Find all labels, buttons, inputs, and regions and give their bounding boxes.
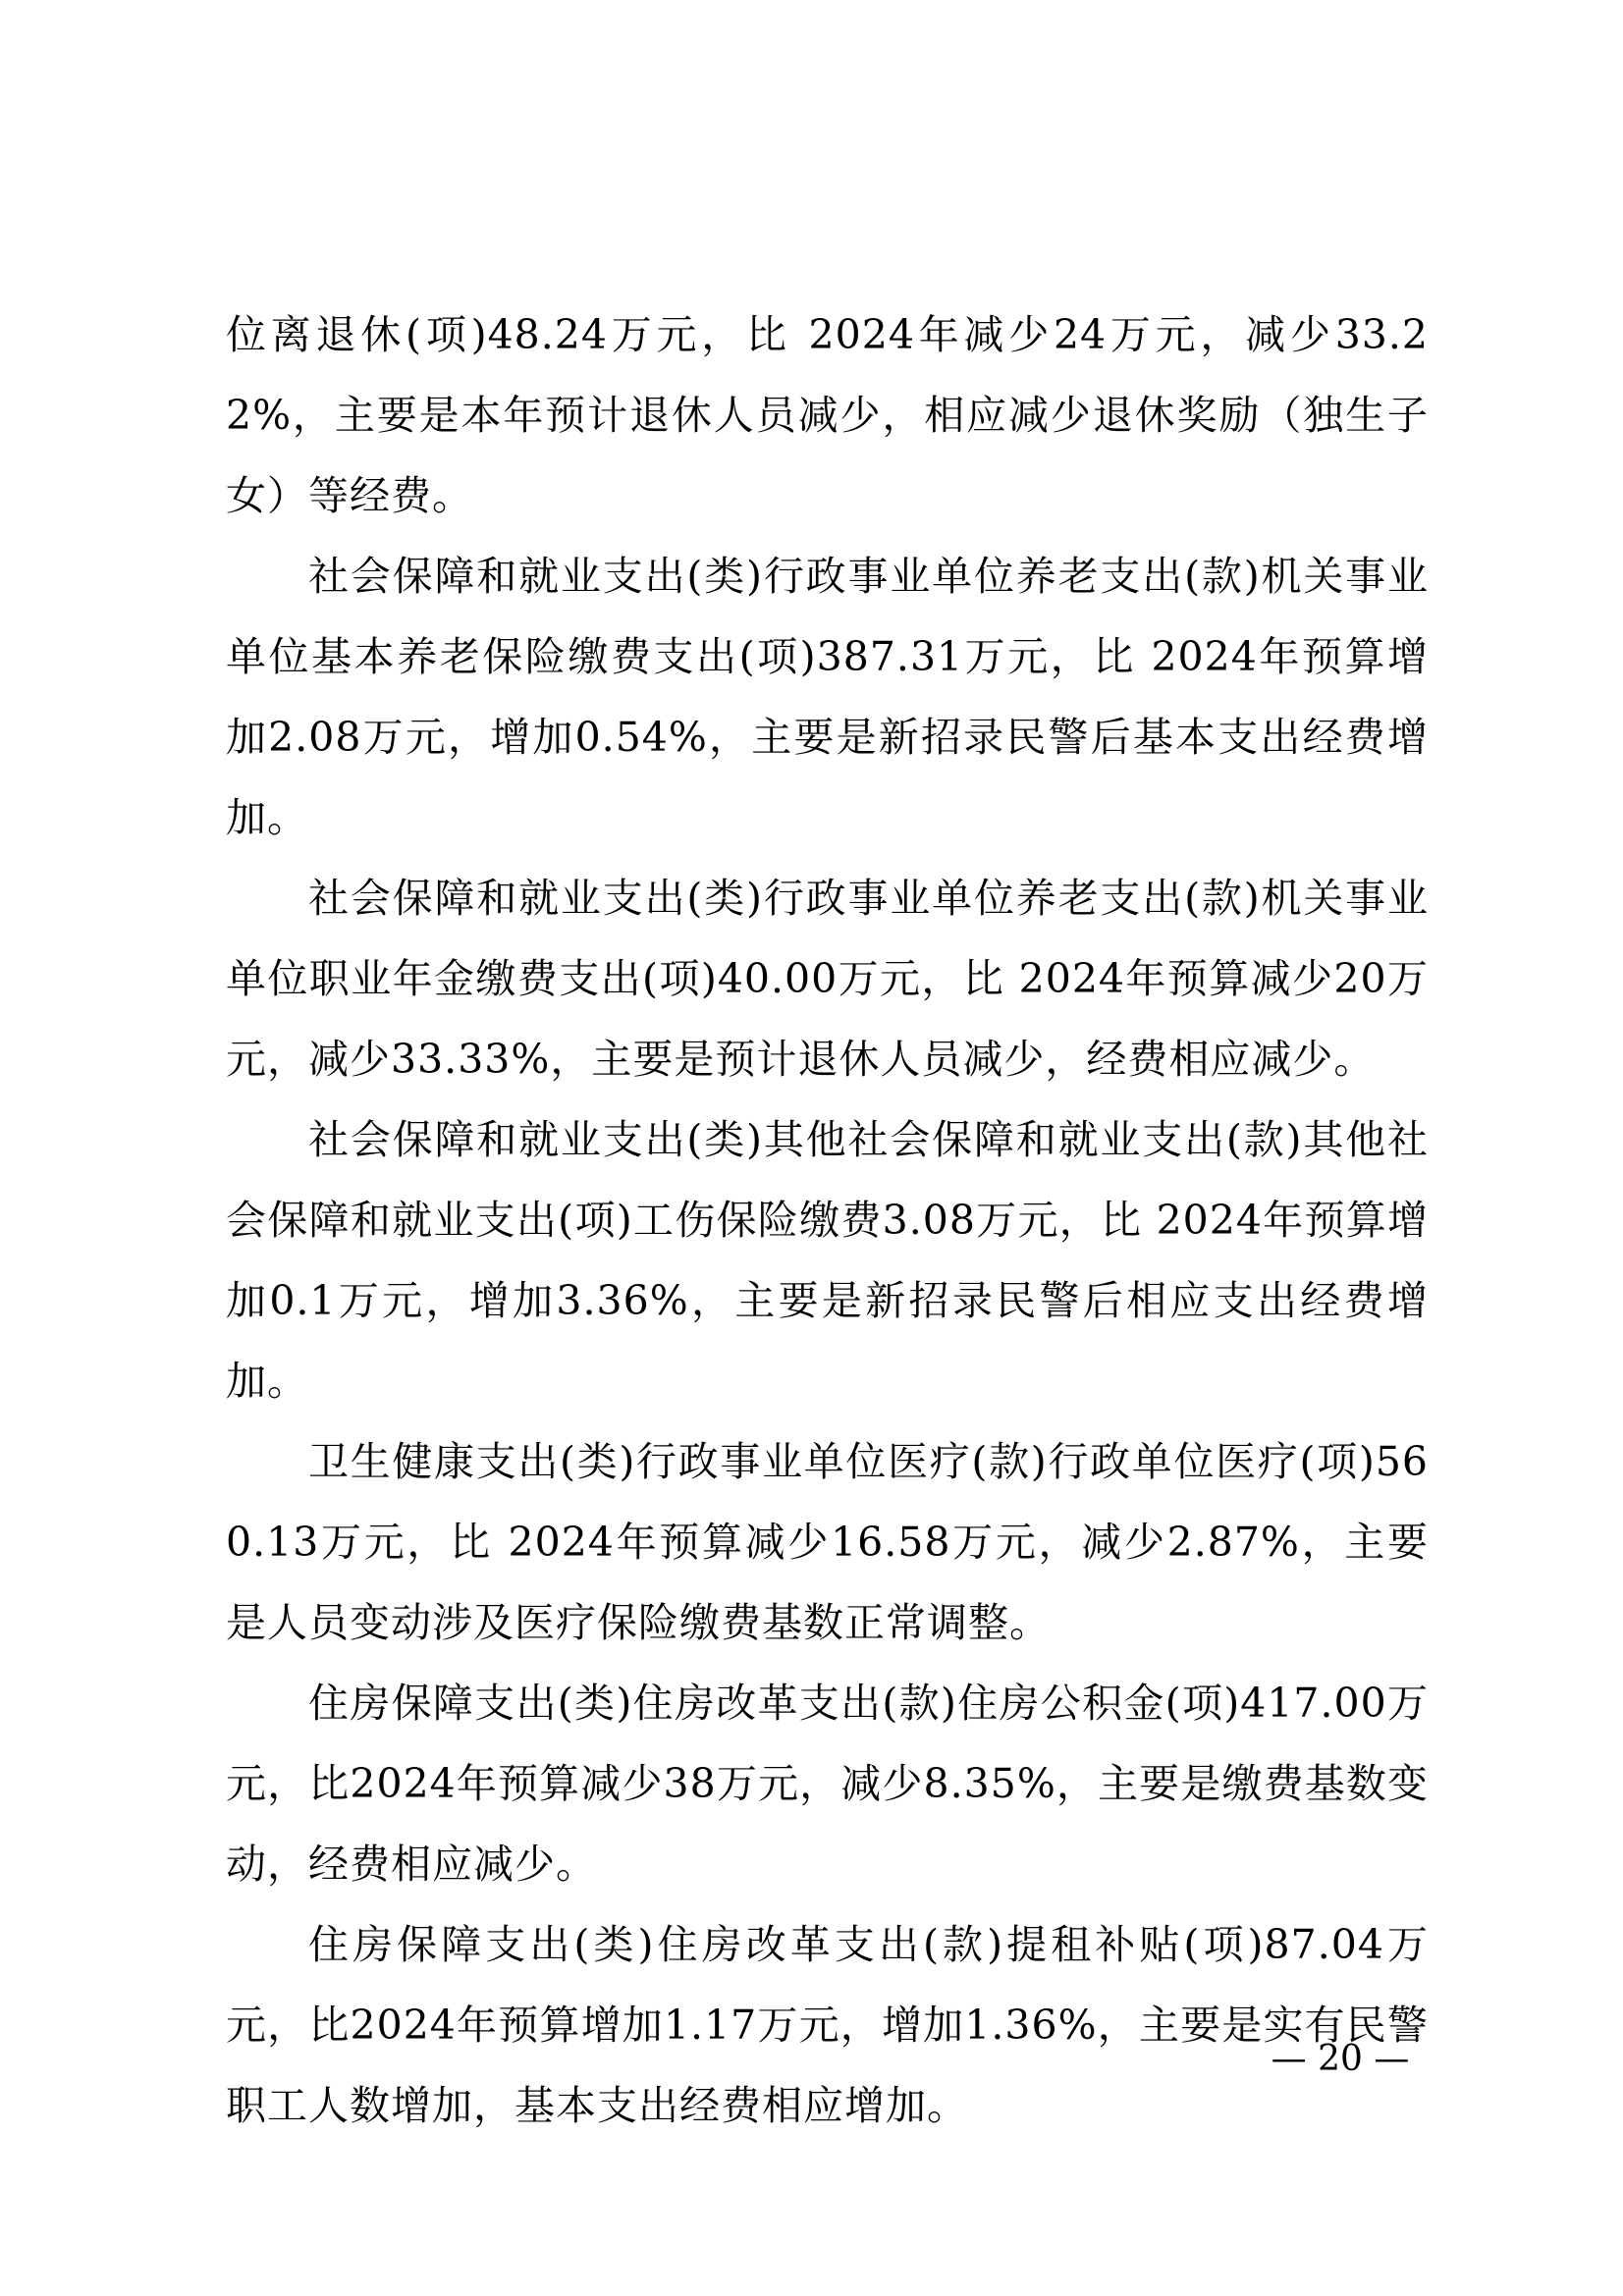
paragraph-basic-pension-insurance: 社会保障和就业支出(类)行政事业单位养老支出(款)机关事业单位基本养老保险缴费支出(项)387.31万元，比 2024年预算增加2.08万元，增加0.54%，主要是新招录民警后基本支出经费增加。 [226, 553, 1429, 841]
paragraph-work-injury-insurance: 社会保障和就业支出(类)其他社会保障和就业支出(款)其他社会保障和就业支出(项)工伤保险缴费3.08万元，比 2024年预算增加0.1万元，增加3.36%，主要是新招录民警后相应支出经费增加。 [226, 1116, 1429, 1405]
paragraph-occupational-annuity: 社会保障和就业支出(类)行政事业单位养老支出(款)机关事业单位职业年金缴费支出(项)40.00万元，比 2024年预算减少20万元，减少33.33%，主要是预计退休人员减少，经费相应减少。 [226, 875, 1429, 1083]
page-number: — 20 — [1271, 2039, 1410, 2079]
paragraph-rent-subsidy: 住房保障支出(类)住房改革支出(款)提租补贴(项)87.04万元，比2024年预算增加1.17万元，增加1.36%，主要是实有民警职工人数增加，基本支出经费相应增加。 [226, 1921, 1429, 2129]
paragraph-medical-expenditure: 卫生健康支出(类)行政事业单位医疗(款)行政单位医疗(项)560.13万元，比 2024年预算减少16.58万元，减少2.87%，主要是人员变动涉及医疗保险缴费基数正常调整。 [226, 1438, 1429, 1646]
paragraph-housing-provident-fund: 住房保障支出(类)住房改革支出(款)住房公积金(项)417.00万元，比2024年预算减少38万元，减少8.35%，主要是缴费基数变动，经费相应减少。 [226, 1680, 1429, 1888]
body-text [226, 294, 1429, 2146]
paragraph-retirement-continued: 位离退休(项)48.24万元，比 2024年减少24万元，减少33.22%，主要是本年预计退休人员减少，相应减少退休奖励（独生子女）等经费。 [226, 311, 1429, 519]
